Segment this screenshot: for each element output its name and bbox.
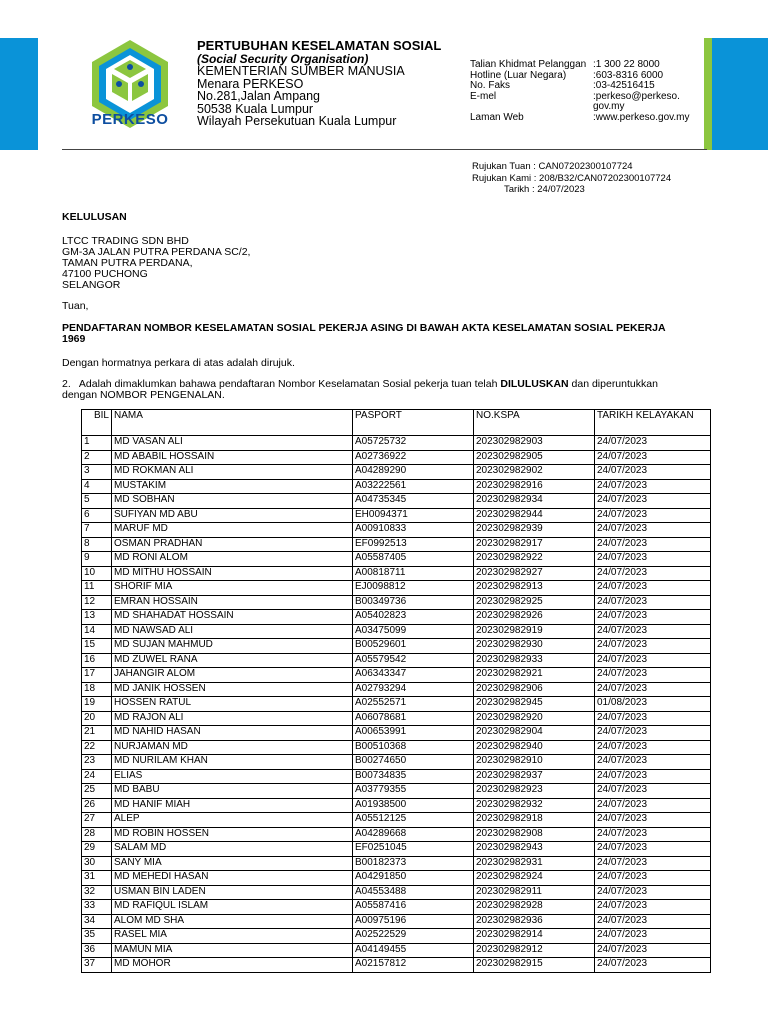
header-band-left <box>0 38 38 150</box>
col-tarikh: TARIKH KELAYAKAN <box>595 410 711 436</box>
ref-kami: Rujukan Kami : 208/B32/CAN07202300107724 <box>472 172 672 184</box>
recipient-line: SELANGOR <box>62 279 121 291</box>
table-row <box>82 827 711 842</box>
cell-tarikh: 24/07/2023 <box>595 639 711 654</box>
cell-pasport: B00734835 <box>353 769 474 784</box>
cell-bil: 28 <box>82 827 112 842</box>
table-row <box>82 798 711 813</box>
cell-bil: 9 <box>82 552 112 567</box>
cell-nama: HOSSEN RATUL <box>112 697 353 712</box>
cell-kspa: 202302982924 <box>474 871 595 886</box>
cell-bil: 13 <box>82 610 112 625</box>
cell-bil: 23 <box>82 755 112 770</box>
cell-pasport: A04289668 <box>353 827 474 842</box>
table-row <box>82 900 711 915</box>
cell-kspa: 202302982919 <box>474 624 595 639</box>
recipient-address <box>62 236 250 291</box>
table-row <box>82 523 711 538</box>
cell-bil: 26 <box>82 798 112 813</box>
cell-nama: MD ABABIL HOSSAIN <box>112 450 353 465</box>
cell-kspa: 202302982922 <box>474 552 595 567</box>
cell-kspa: 202302982916 <box>474 479 595 494</box>
cell-bil: 11 <box>82 581 112 596</box>
cell-tarikh: 24/07/2023 <box>595 668 711 683</box>
cell-pasport: EF0251045 <box>353 842 474 857</box>
cell-nama: SHORIF MIA <box>112 581 353 596</box>
table-row <box>82 856 711 871</box>
contact-label: No. Faks <box>470 80 511 91</box>
para2-text: 2. Adalah dimaklumkan bahawa pendaftaran Nombor Keselamatan Sosial pekerja tuan telah <box>62 378 501 390</box>
cell-tarikh: 24/07/2023 <box>595 566 711 581</box>
recipient-line: GM-3A JALAN PUTRA PERDANA SC/2, <box>62 246 251 258</box>
ref-tuan: Rujukan Tuan : CAN07202300107724 <box>472 161 633 172</box>
recipient-line: 47100 PUCHONG <box>62 268 148 280</box>
cell-tarikh: 24/07/2023 <box>595 856 711 871</box>
cell-nama: MD RAJON ALI <box>112 711 353 726</box>
cell-tarikh: 24/07/2023 <box>595 726 711 741</box>
cell-bil: 17 <box>82 668 112 683</box>
cell-kspa: 202302982937 <box>474 769 595 784</box>
cell-pasport: EJ0098812 <box>353 581 474 596</box>
table-row <box>82 479 711 494</box>
table-row <box>82 711 711 726</box>
cell-bil: 12 <box>82 595 112 610</box>
cell-tarikh: 24/07/2023 <box>595 740 711 755</box>
cell-bil: 1 <box>82 436 112 451</box>
cell-pasport: A05587405 <box>353 552 474 567</box>
cell-nama: OSMAN PRADHAN <box>112 537 353 552</box>
cell-bil: 37 <box>82 958 112 973</box>
table-row <box>82 639 711 654</box>
table-row <box>82 668 711 683</box>
cell-nama: MD BABU <box>112 784 353 799</box>
cell-tarikh: 24/07/2023 <box>595 914 711 929</box>
table-row <box>82 624 711 639</box>
paragraph-2 <box>62 379 712 401</box>
cell-tarikh: 24/07/2023 <box>595 595 711 610</box>
cell-nama: MD NAWSAD ALI <box>112 624 353 639</box>
cell-kspa: 202302982930 <box>474 639 595 654</box>
contact-label: Laman Web <box>470 111 524 123</box>
logo-wordmark: PERKESO <box>91 111 169 128</box>
cell-bil: 35 <box>82 929 112 944</box>
cell-pasport: A01938500 <box>353 798 474 813</box>
org-name: PERTUBUHAN KESELAMATAN SOSIAL <box>197 38 442 53</box>
table-body <box>82 436 711 973</box>
subject-line: 1969 <box>62 333 86 345</box>
cell-pasport: A05725732 <box>353 436 474 451</box>
cell-tarikh: 24/07/2023 <box>595 958 711 973</box>
cell-tarikh: 24/07/2023 <box>595 523 711 538</box>
cell-pasport: A04289290 <box>353 465 474 480</box>
cell-nama: SALAM MD <box>112 842 353 857</box>
cell-nama: ALOM MD SHA <box>112 914 353 929</box>
reference-block <box>472 161 671 196</box>
cell-kspa: 202302982912 <box>474 943 595 958</box>
contact-value: :03-42516415 <box>593 80 655 91</box>
cell-kspa: 202302982927 <box>474 566 595 581</box>
cell-pasport: A02793294 <box>353 682 474 697</box>
cell-nama: ELIAS <box>112 769 353 784</box>
cell-tarikh: 24/07/2023 <box>595 784 711 799</box>
cell-nama: MD SOBHAN <box>112 494 353 509</box>
header-band-right <box>704 38 768 150</box>
cell-bil: 2 <box>82 450 112 465</box>
table-row <box>82 450 711 465</box>
contact-value: :603-8316 6000 <box>593 69 664 81</box>
cell-tarikh: 24/07/2023 <box>595 465 711 480</box>
cell-bil: 8 <box>82 537 112 552</box>
para2-text: dengan NOMBOR PENGENALAN. <box>62 389 225 401</box>
cell-nama: MARUF MD <box>112 523 353 538</box>
cell-kspa: 202302982943 <box>474 842 595 857</box>
cell-bil: 4 <box>82 479 112 494</box>
cell-kspa: 202302982911 <box>474 885 595 900</box>
cell-pasport: A02522529 <box>353 929 474 944</box>
cell-kspa: 202302982928 <box>474 900 595 915</box>
cell-tarikh: 24/07/2023 <box>595 581 711 596</box>
cell-kspa: 202302982932 <box>474 798 595 813</box>
cell-kspa: 202302982905 <box>474 450 595 465</box>
cell-bil: 16 <box>82 653 112 668</box>
table-row <box>82 914 711 929</box>
cell-tarikh: 24/07/2023 <box>595 450 711 465</box>
contact-value: :www.perkeso.gov.my <box>593 111 690 123</box>
table-row <box>82 465 711 480</box>
table-row <box>82 436 711 451</box>
cell-kspa: 202302982910 <box>474 755 595 770</box>
cell-bil: 34 <box>82 914 112 929</box>
org-address-line: No.281,Jalan Ampang <box>197 89 321 103</box>
cell-pasport: A05512125 <box>353 813 474 828</box>
cell-nama: JAHANGIR ALOM <box>112 668 353 683</box>
cell-kspa: 202302982944 <box>474 508 595 523</box>
cell-pasport: A03779355 <box>353 784 474 799</box>
cell-pasport: A05587416 <box>353 900 474 915</box>
cell-kspa: 202302982921 <box>474 668 595 683</box>
table-row <box>82 537 711 552</box>
cell-kspa: 202302982923 <box>474 784 595 799</box>
paragraph-1: Dengan hormatnya perkara di atas adalah dirujuk. <box>62 357 295 369</box>
cell-kspa: 202302982925 <box>474 595 595 610</box>
cell-nama: MD MEHEDI HASAN <box>112 871 353 886</box>
cell-pasport: B00274650 <box>353 755 474 770</box>
cell-kspa: 202302982939 <box>474 523 595 538</box>
cell-nama: RASEL MIA <box>112 929 353 944</box>
cell-tarikh: 24/07/2023 <box>595 929 711 944</box>
col-pasport: PASPORT <box>353 410 474 436</box>
cell-nama: MD ROBIN HOSSEN <box>112 827 353 842</box>
workers-table <box>81 409 711 973</box>
cell-tarikh: 24/07/2023 <box>595 842 711 857</box>
cell-nama: SANY MIA <box>112 856 353 871</box>
cell-bil: 27 <box>82 813 112 828</box>
cell-pasport: A00818711 <box>353 566 474 581</box>
org-address-line: Wilayah Persekutuan Kuala Lumpur <box>197 114 397 128</box>
cell-kspa: 202302982926 <box>474 610 595 625</box>
cell-nama: MD MITHU HOSSAIN <box>112 566 353 581</box>
cell-tarikh: 24/07/2023 <box>595 436 711 451</box>
cell-bil: 18 <box>82 682 112 697</box>
cell-bil: 21 <box>82 726 112 741</box>
contact-label: Talian Khidmat Pelanggan <box>470 59 587 70</box>
cell-kspa: 202302982914 <box>474 929 595 944</box>
cell-tarikh: 24/07/2023 <box>595 653 711 668</box>
cell-bil: 3 <box>82 465 112 480</box>
cell-tarikh: 24/07/2023 <box>595 900 711 915</box>
col-nama: NAMA <box>112 410 353 436</box>
email-part: :perkeso@perkeso. <box>593 90 680 102</box>
cell-tarikh: 24/07/2023 <box>595 798 711 813</box>
cell-tarikh: 24/07/2023 <box>595 711 711 726</box>
cell-nama: ALEP <box>112 813 353 828</box>
cell-pasport: A00653991 <box>353 726 474 741</box>
cell-tarikh: 24/07/2023 <box>595 871 711 886</box>
contact-block <box>470 60 703 123</box>
cell-tarikh: 24/07/2023 <box>595 479 711 494</box>
table-row <box>82 552 711 567</box>
cell-tarikh: 24/07/2023 <box>595 537 711 552</box>
cell-bil: 19 <box>82 697 112 712</box>
cell-pasport: A02736922 <box>353 450 474 465</box>
col-bil: BIL <box>82 410 112 436</box>
cell-bil: 29 <box>82 842 112 857</box>
cell-nama: NURJAMAN MD <box>112 740 353 755</box>
org-subtitle: (Social Security Organisation) <box>197 51 369 66</box>
cell-kspa: 202302982917 <box>474 537 595 552</box>
subject-line: PENDAFTARAN NOMBOR KESELAMATAN SOSIAL PEKERJA ASING DI BAWAH AKTA KESELAMATAN SOSIAL PEKERJA <box>62 322 666 334</box>
contact-value: :1 300 22 8000 <box>593 59 660 70</box>
letter-heading: KELULUSAN <box>62 211 127 223</box>
recipient-line: LTCC TRADING SDN BHD <box>62 235 189 247</box>
cell-pasport: A04291850 <box>353 871 474 886</box>
ref-date: Tarikh : 24/07/2023 <box>504 184 585 195</box>
cell-nama: MD VASAN ALI <box>112 436 353 451</box>
header-band-green-stripe <box>704 38 712 150</box>
table-row <box>82 769 711 784</box>
letter-subject <box>62 323 712 345</box>
cell-nama: MD RAFIQUL ISLAM <box>112 900 353 915</box>
cell-nama: MAMUN MIA <box>112 943 353 958</box>
cell-pasport: A04735345 <box>353 494 474 509</box>
cell-tarikh: 24/07/2023 <box>595 610 711 625</box>
cell-tarikh: 24/07/2023 <box>595 827 711 842</box>
cell-bil: 24 <box>82 769 112 784</box>
cell-nama: MD SUJAN MAHMUD <box>112 639 353 654</box>
cell-pasport: A06343347 <box>353 668 474 683</box>
cell-kspa: 202302982931 <box>474 856 595 871</box>
cell-bil: 30 <box>82 856 112 871</box>
cell-pasport: A00975196 <box>353 914 474 929</box>
cell-bil: 33 <box>82 900 112 915</box>
table-row <box>82 494 711 509</box>
table-row <box>82 653 711 668</box>
cell-bil: 25 <box>82 784 112 799</box>
cell-tarikh: 24/07/2023 <box>595 769 711 784</box>
organization-header <box>197 40 441 128</box>
cell-pasport: B00182373 <box>353 856 474 871</box>
cell-bil: 7 <box>82 523 112 538</box>
table-row <box>82 813 711 828</box>
cell-nama: MD JANIK HOSSEN <box>112 682 353 697</box>
cell-bil: 22 <box>82 740 112 755</box>
contact-label: E-mel <box>470 90 497 102</box>
cell-pasport: A02552571 <box>353 697 474 712</box>
cell-kspa: 202302982920 <box>474 711 595 726</box>
table-row <box>82 581 711 596</box>
cell-bil: 10 <box>82 566 112 581</box>
cell-nama: MD NAHID HASAN <box>112 726 353 741</box>
cell-nama: MD SHAHADAT HOSSAIN <box>112 610 353 625</box>
cell-bil: 6 <box>82 508 112 523</box>
contact-label: Hotline (Luar Negara) <box>470 69 567 81</box>
cell-kspa: 202302982915 <box>474 958 595 973</box>
cell-nama: USMAN BIN LADEN <box>112 885 353 900</box>
cell-kspa: 202302982936 <box>474 914 595 929</box>
cell-tarikh: 24/07/2023 <box>595 682 711 697</box>
cell-pasport: A06078681 <box>353 711 474 726</box>
cell-pasport: EH0094371 <box>353 508 474 523</box>
cell-nama: MUSTAKIM <box>112 479 353 494</box>
cell-nama: SUFIYAN MD ABU <box>112 508 353 523</box>
cell-tarikh: 24/07/2023 <box>595 943 711 958</box>
table-row <box>82 566 711 581</box>
cell-pasport: B00349736 <box>353 595 474 610</box>
cell-bil: 14 <box>82 624 112 639</box>
approval-status: DILULUSKAN <box>500 378 569 390</box>
cell-pasport: A02157812 <box>353 958 474 973</box>
cell-tarikh: 24/07/2023 <box>595 552 711 567</box>
col-kspa: NO.KSPA <box>474 410 595 436</box>
table-row <box>82 508 711 523</box>
cell-pasport: A05402823 <box>353 610 474 625</box>
cell-bil: 20 <box>82 711 112 726</box>
para2-text: dan diperuntukkan <box>568 378 658 390</box>
org-address-line: 50538 Kuala Lumpur <box>197 101 314 116</box>
cell-nama: MD ZUWEL RANA <box>112 653 353 668</box>
org-address-line: Menara PERKESO <box>197 76 304 91</box>
cell-kspa: 202302982934 <box>474 494 595 509</box>
cell-tarikh: 24/07/2023 <box>595 508 711 523</box>
cell-kspa: 202302982902 <box>474 465 595 480</box>
org-address-line: KEMENTERIAN SUMBER MANUSIA <box>197 64 405 78</box>
header-divider <box>62 149 707 150</box>
cell-pasport: A04553488 <box>353 885 474 900</box>
cell-tarikh: 24/07/2023 <box>595 624 711 639</box>
cell-kspa: 202302982913 <box>474 581 595 596</box>
cell-kspa: 202302982918 <box>474 813 595 828</box>
cell-pasport: B00510368 <box>353 740 474 755</box>
table-row <box>82 755 711 770</box>
cell-nama: MD NURILAM KHAN <box>112 755 353 770</box>
table-row <box>82 929 711 944</box>
cell-tarikh: 24/07/2023 <box>595 494 711 509</box>
cell-nama: EMRAN HOSSAIN <box>112 595 353 610</box>
table-row <box>82 682 711 697</box>
table-row <box>82 958 711 973</box>
cell-pasport: EF0992513 <box>353 537 474 552</box>
cell-kspa: 202302982908 <box>474 827 595 842</box>
table-row <box>82 740 711 755</box>
recipient-line: TAMAN PUTRA PERDANA, <box>62 257 193 269</box>
table-row <box>82 885 711 900</box>
cell-pasport: A05579542 <box>353 653 474 668</box>
table-row <box>82 610 711 625</box>
salutation: Tuan, <box>62 300 89 312</box>
cell-pasport: A00910833 <box>353 523 474 538</box>
cell-pasport: A03475099 <box>353 624 474 639</box>
cell-tarikh: 01/08/2023 <box>595 697 711 712</box>
cell-bil: 31 <box>82 871 112 886</box>
table-header-row <box>82 410 711 436</box>
cell-kspa: 202302982904 <box>474 726 595 741</box>
table-row <box>82 943 711 958</box>
cell-kspa: 202302982933 <box>474 653 595 668</box>
cell-nama: MD ROKMAN ALI <box>112 465 353 480</box>
table-row <box>82 842 711 857</box>
cell-kspa: 202302982940 <box>474 740 595 755</box>
table-row <box>82 697 711 712</box>
cell-pasport: B00529601 <box>353 639 474 654</box>
cell-pasport: A03222561 <box>353 479 474 494</box>
cell-bil: 15 <box>82 639 112 654</box>
cell-bil: 36 <box>82 943 112 958</box>
cell-tarikh: 24/07/2023 <box>595 885 711 900</box>
cell-nama: MD RONI ALOM <box>112 552 353 567</box>
table-row <box>82 871 711 886</box>
contact-value <box>593 92 703 113</box>
cell-bil: 32 <box>82 885 112 900</box>
cell-nama: MD MOHOR <box>112 958 353 973</box>
cell-pasport: A04149455 <box>353 943 474 958</box>
cell-nama: MD HANIF MIAH <box>112 798 353 813</box>
cell-kspa: 202302982906 <box>474 682 595 697</box>
cell-kspa: 202302982903 <box>474 436 595 451</box>
cell-kspa: 202302982945 <box>474 697 595 712</box>
table-row <box>82 726 711 741</box>
cell-bil: 5 <box>82 494 112 509</box>
email-part: gov.my <box>593 101 625 112</box>
table-row <box>82 595 711 610</box>
table-row <box>82 784 711 799</box>
cell-tarikh: 24/07/2023 <box>595 813 711 828</box>
cell-tarikh: 24/07/2023 <box>595 755 711 770</box>
